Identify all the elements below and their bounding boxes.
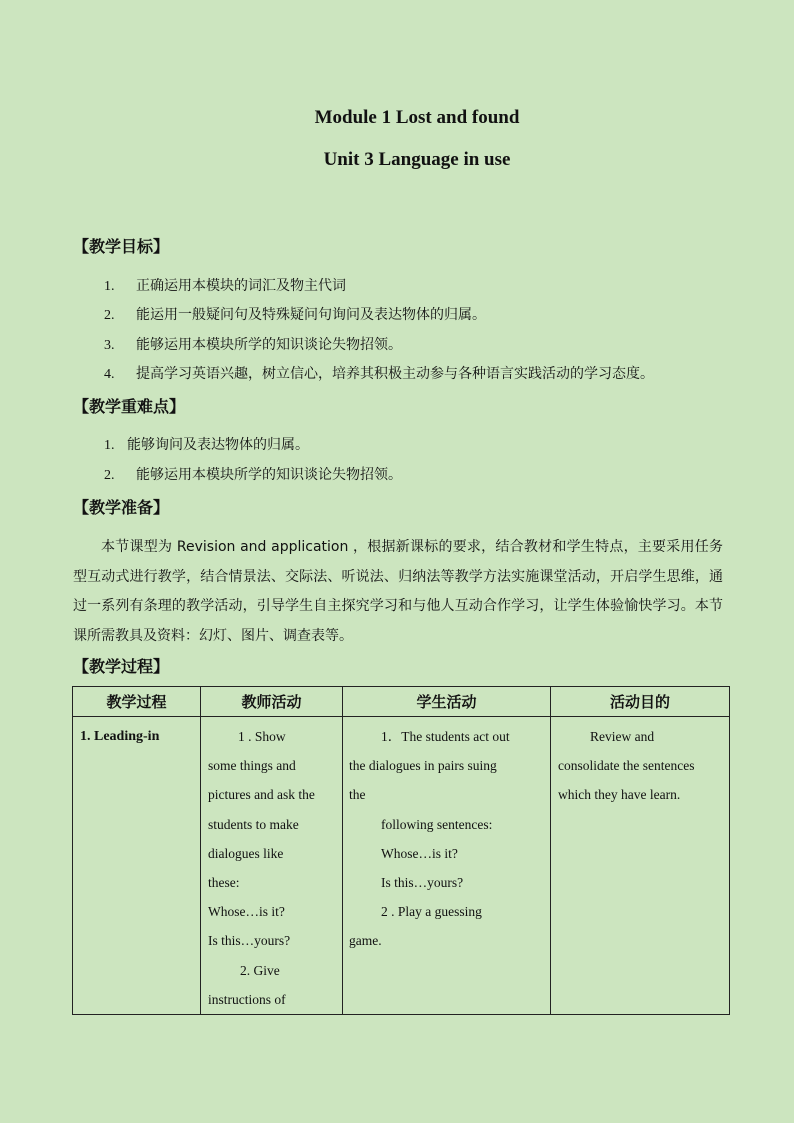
objective-text: 正确运用本模块的词汇及物主代词 xyxy=(136,278,346,294)
student-line: 2 . Play a guessing xyxy=(381,904,482,920)
table-header-row xyxy=(73,687,730,717)
student-line: the dialogues in pairs suing xyxy=(349,758,497,774)
column-header: 教学过程 xyxy=(73,687,201,717)
stage-cell xyxy=(73,717,201,1015)
objective-text: 能够运用本模块所学的知识谈论失物招领。 xyxy=(136,337,402,353)
teacher-line: Whose…is it? xyxy=(208,904,285,920)
objective-text: 提高学习英语兴趣，树立信心，培养其积极主动参与各种语言实践活动的学习态度。 xyxy=(136,366,654,382)
objective-number: 2. xyxy=(104,308,115,323)
student-line: 1．The students act out xyxy=(381,729,510,744)
teacher-line: Is this…yours? xyxy=(208,933,291,949)
teacher-line: 1 . Show xyxy=(238,729,286,744)
purpose-cell xyxy=(551,717,730,1015)
objective-item xyxy=(104,275,346,295)
column-header: 学生活动 xyxy=(343,687,551,717)
objective-item xyxy=(104,304,486,324)
teacher-line: 2. Give xyxy=(240,962,280,978)
key-point-number: 2. xyxy=(104,468,115,483)
stage-label: 1. Leading-in xyxy=(80,729,160,744)
teacher-line: instructions of xyxy=(208,991,286,1007)
key-point-text: 能够询问及表达物体的归属。 xyxy=(127,437,309,453)
student-activity-cell xyxy=(343,717,551,1015)
objective-text: 能运用一般疑问句及特殊疑问句询问及表达物体的归属。 xyxy=(136,307,486,323)
objective-number: 4. xyxy=(104,367,115,382)
objective-item xyxy=(104,334,402,354)
preparation-heading: 【教学准备】 xyxy=(73,498,170,517)
teacher-line: these: xyxy=(208,874,240,890)
objective-item xyxy=(104,363,654,383)
process-heading: 【教学过程】 xyxy=(73,657,170,676)
teacher-line: some things and xyxy=(208,758,296,774)
student-line: the xyxy=(349,787,366,803)
key-point-item xyxy=(104,434,309,454)
key-points-heading: 【教学重难点】 xyxy=(73,397,186,416)
student-line: Whose…is it? xyxy=(381,845,458,861)
purpose-line: consolidate the sentences xyxy=(558,758,695,774)
purpose-line: Review and xyxy=(590,729,655,744)
teacher-activity-cell xyxy=(201,717,343,1015)
key-point-number: 1. xyxy=(104,438,115,453)
column-header: 活动目的 xyxy=(551,687,730,717)
unit-subtitle: Unit 3 Language in use xyxy=(323,149,511,170)
preparation-paragraph: 本节课型为 Revision and application ，根据新课标的要求，结合教材和学生特点，主要采用任务型互动式进行教学，结合情景法、交际法、听说法、归纳法等教学方法实施课堂活动，开启学生思维，通过一系列有条理的教学活动，引导学生自主探究学习和与他人互动合作学习，让学生体验愉快学习。本节课所需教具及资料：幻灯、图片、调查表等。 xyxy=(73,539,723,644)
student-line: following sentences: xyxy=(381,816,493,832)
objective-number: 3. xyxy=(104,338,115,353)
teacher-line: students to make xyxy=(208,816,299,832)
objectives-heading: 【教学目标】 xyxy=(73,237,170,256)
table-row xyxy=(73,717,730,1015)
column-header: 教师活动 xyxy=(201,687,343,717)
student-line: game. xyxy=(349,933,382,949)
teacher-line: dialogues like xyxy=(208,845,284,861)
student-line: Is this…yours? xyxy=(381,874,464,890)
process-table xyxy=(72,686,730,1015)
key-point-item xyxy=(104,464,402,484)
key-point-text: 能够运用本模块所学的知识谈论失物招领。 xyxy=(136,467,402,483)
module-title: Module 1 Lost and found xyxy=(314,107,520,128)
objective-number: 1. xyxy=(104,279,115,294)
teacher-line: pictures and ask the xyxy=(208,787,315,803)
purpose-line: which they have learn. xyxy=(558,787,681,803)
